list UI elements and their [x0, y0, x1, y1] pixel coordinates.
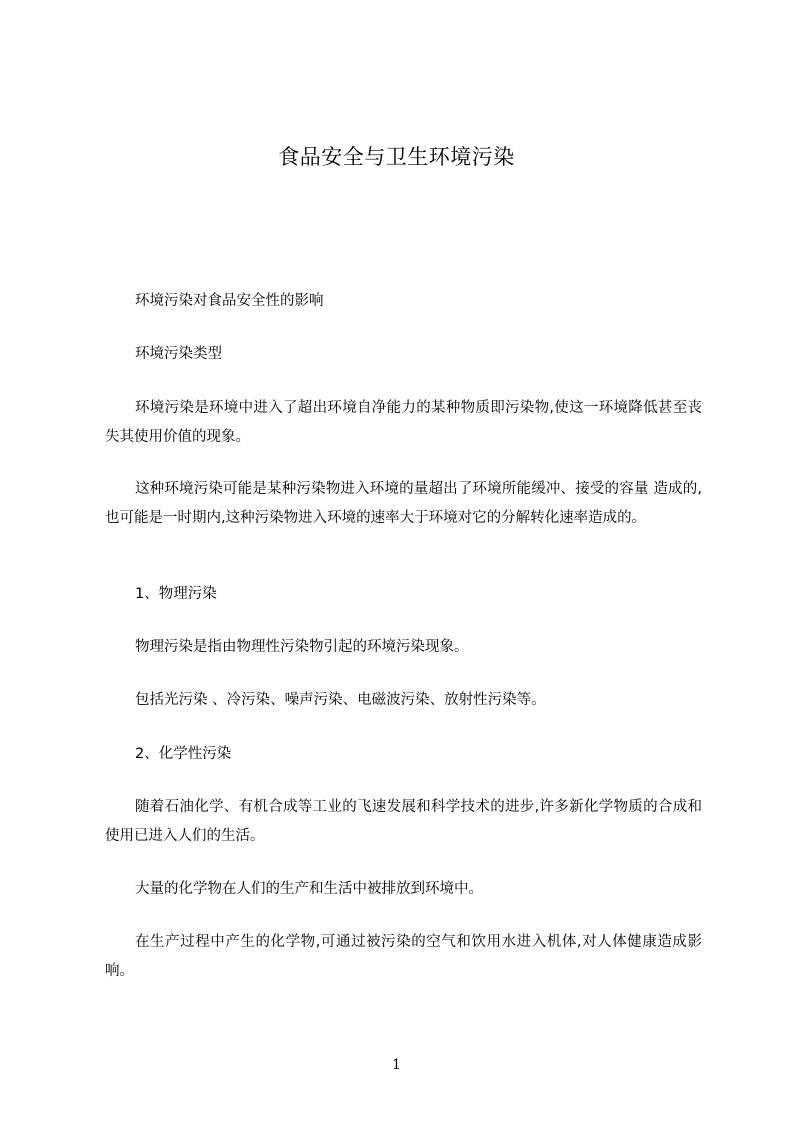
section-heading-environmental-impact: 环境污染对食品安全性的影响	[135, 293, 324, 309]
document-title: 食品安全与卫生环境污染	[278, 145, 515, 169]
section-heading-chemical-pollution: 2、化学性污染	[135, 746, 232, 762]
section-heading-physical-pollution: 1、物理污染	[135, 586, 217, 602]
paragraph-chemical-emission: 大量的化学物在人们的生产和生活中被排放到环境中。	[135, 881, 483, 897]
paragraph-chemical-development: 随着石油化学、有机合成等工业的飞速发展和科学技术的进步,许多新化学物质的合成和使用已进入人们的生活。	[105, 799, 702, 844]
paragraph-physical-examples: 包括光污染 、冷污染、噪声污染、电磁波污染、放射性污染等。	[135, 692, 546, 708]
paragraph-physical-definition: 物理污染是指由物理性污染物引起的环境污染现象。	[135, 639, 469, 655]
paragraph-pollution-causes: 这种环境污染可能是某种污染物进入环境的量超出了环境所能缓冲、接受的容量 造成的,也可能是一时期内,这种污染物进入环境的速率大于环境对它的分解转化速率造成的。	[105, 481, 702, 526]
paragraph-chemical-health-effect: 在生产过程中产生的化学物,可通过被污染的空气和饮用水进入机体,对人体健康造成影响。	[105, 934, 702, 979]
page-number: 1	[392, 1057, 401, 1073]
paragraph-pollution-definition: 环境污染是环境中进入了超出环境自净能力的某种物质即污染物,使这一环境降低甚至丧失其使用价值的现象。	[105, 400, 702, 445]
section-heading-pollution-types: 环境污染类型	[135, 346, 222, 362]
